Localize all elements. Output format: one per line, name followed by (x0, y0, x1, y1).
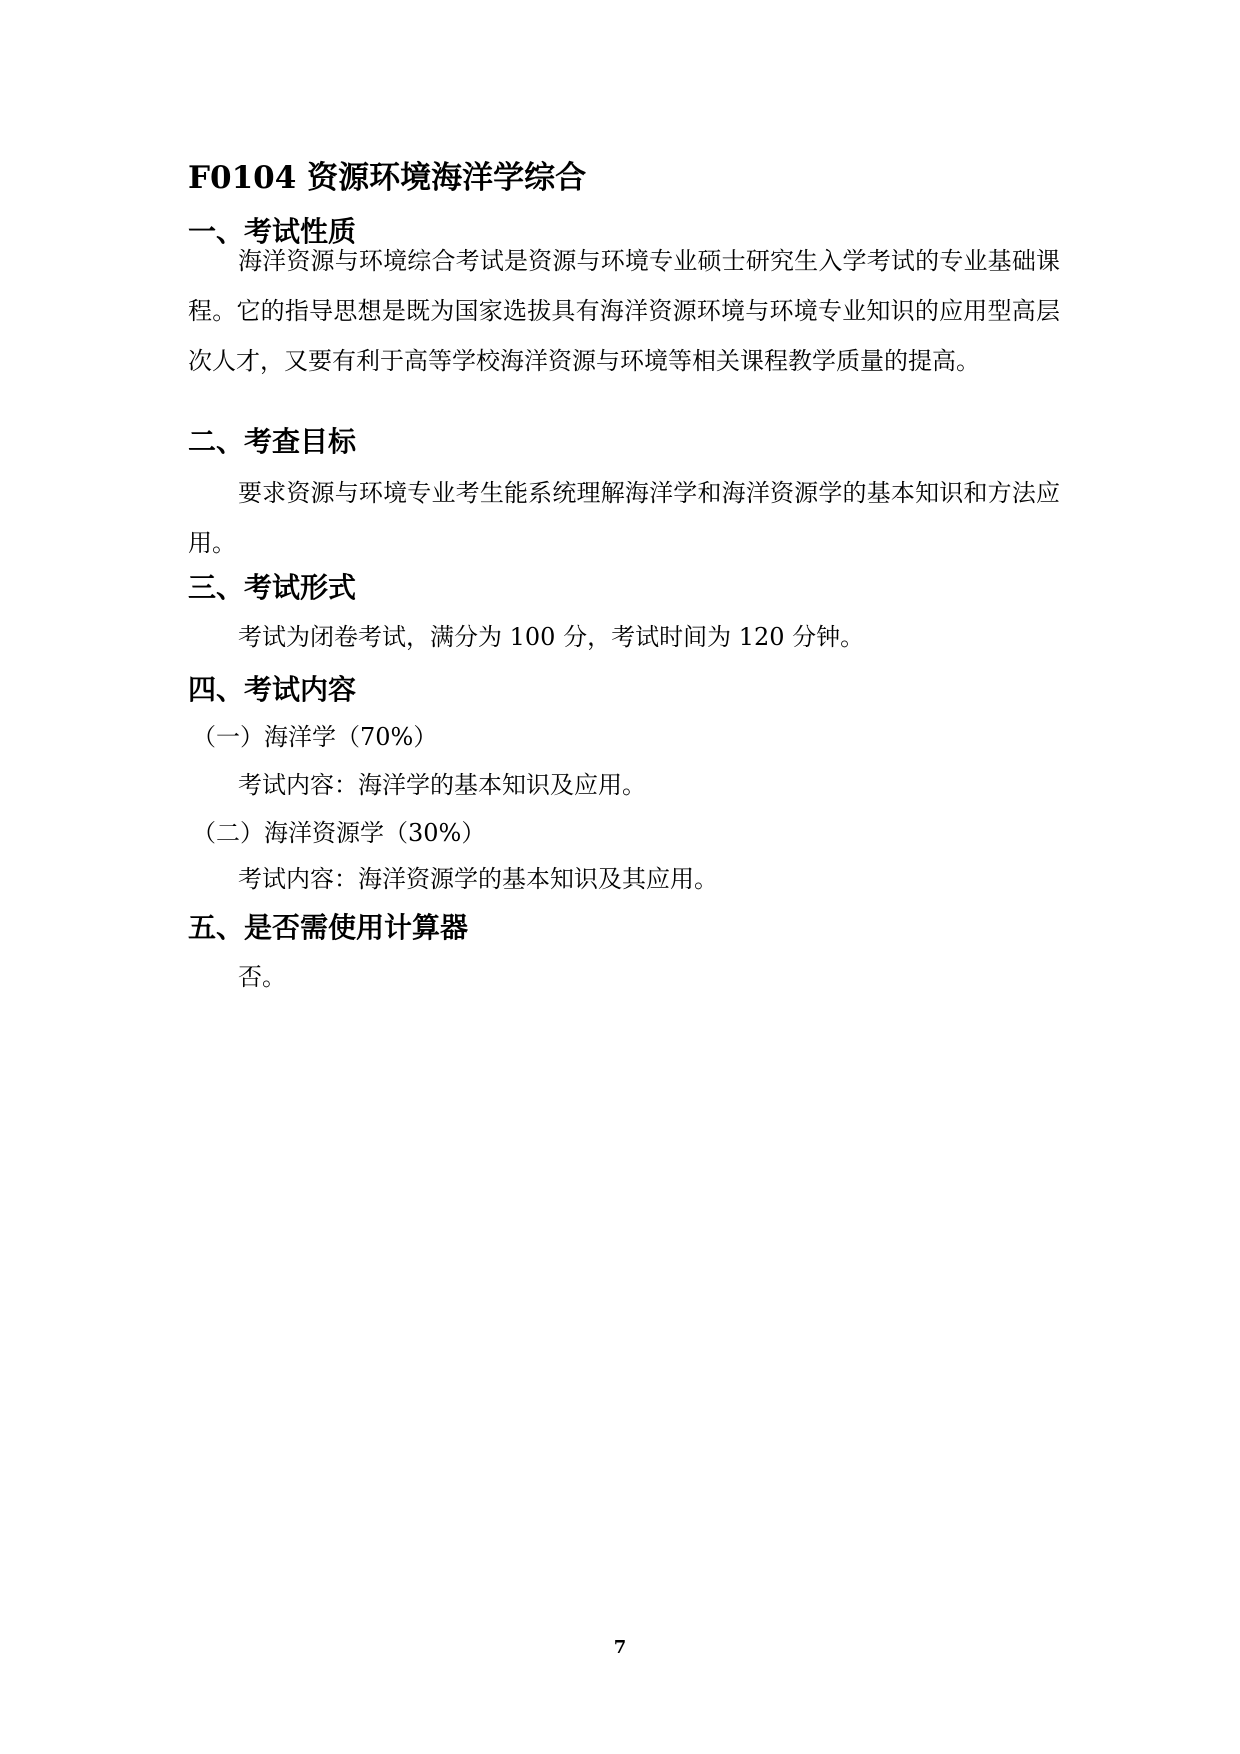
subsection-content-marine-resources: 考试内容：海洋资源学的基本知识及其应用。 (238, 865, 718, 893)
section-heading-calculator: 五、是否需使用计算器 (188, 911, 469, 944)
section-heading-exam-format: 三、考试形式 (188, 571, 357, 604)
document-title: F0104 资源环境海洋学综合 (188, 160, 587, 196)
subsection-title-marine-resources: （二）海洋资源学（30%） (192, 819, 486, 847)
subsection-content-oceanography: 考试内容：海洋学的基本知识及应用。 (238, 771, 646, 799)
section-heading-exam-content: 四、考试内容 (188, 673, 357, 706)
section-paragraph-exam-format: 考试为闭卷考试，满分为 100 分，考试时间为 120 分钟。 (238, 623, 865, 651)
section-heading-exam-nature: 一、考试性质 (188, 215, 357, 248)
subsection-title-oceanography: （一）海洋学（70%） (192, 723, 438, 751)
section-paragraph-calculator: 否。 (238, 963, 286, 991)
page-number: 7 (613, 1637, 627, 1658)
section-heading-exam-objectives: 二、考查目标 (188, 425, 357, 458)
section-paragraph-exam-objectives: 要求资源与环境专业考生能系统理解海洋学和海洋资源学的基本知识和方法应用。 (188, 479, 1060, 557)
section-paragraph-exam-nature: 海洋资源与环境综合考试是资源与环境专业硕士研究生入学考试的专业基础课程。它的指导思想是既为国家选拔具有海洋资源环境与环境专业知识的应用型高层次人才，又要有利于高等学校海洋资源与环境等相关课程教学质量的提高。 (188, 247, 1060, 375)
